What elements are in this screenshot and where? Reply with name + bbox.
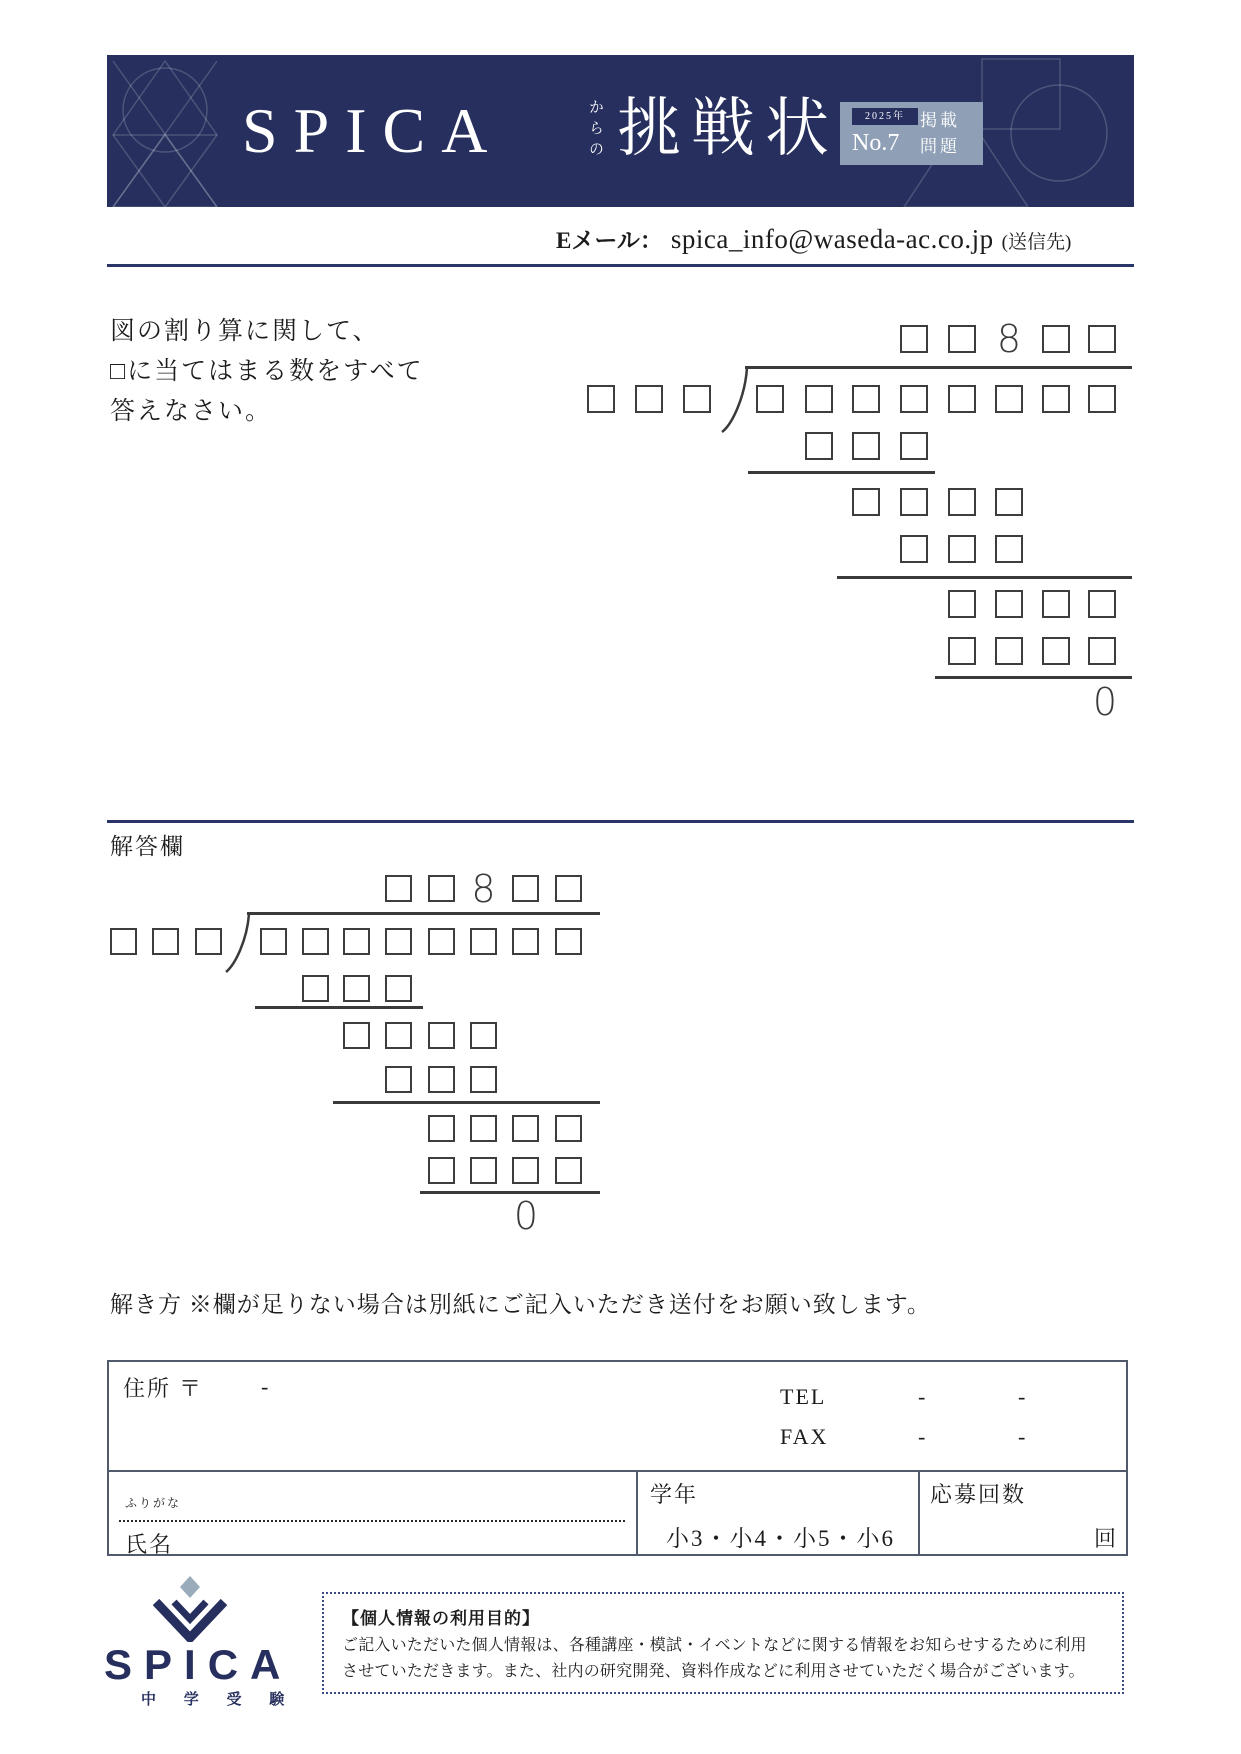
- vinculum-line: [745, 366, 1132, 369]
- work-box: [995, 488, 1023, 516]
- division-bracket-icon: [222, 912, 252, 974]
- quotient-box: [948, 325, 976, 353]
- answer-section-rule: [107, 820, 1134, 823]
- work-box: [302, 975, 329, 1002]
- remainder-digit: 0: [1092, 680, 1118, 724]
- work-separator-line-3: [935, 676, 1132, 679]
- work-box: [555, 1115, 582, 1142]
- quotient-digit: 8: [471, 867, 496, 911]
- divisor-box: [195, 928, 222, 955]
- badge-number: No.7: [852, 130, 900, 156]
- quotient-box: [1042, 325, 1070, 353]
- work-box: [470, 1022, 497, 1049]
- divisor-box: [110, 928, 137, 955]
- work-box: [900, 535, 928, 563]
- work-box: [428, 1022, 455, 1049]
- solution-note: 解き方 ※欄が足りない場合は別紙にご記入いただき送付をお願い致します。: [110, 1292, 931, 1317]
- work-box: [995, 535, 1023, 563]
- email-line: [556, 222, 1071, 255]
- divisor-box: [683, 385, 711, 413]
- issue-badge: [840, 102, 983, 165]
- work-box: [1088, 637, 1116, 665]
- badge-label-line1: 掲載: [920, 111, 960, 130]
- furigana-label: ふりがな: [125, 1496, 182, 1510]
- work-box: [995, 590, 1023, 618]
- problem-line-1: 図の割り算に関して、: [110, 318, 380, 345]
- entry-count-unit: 回: [1094, 1526, 1119, 1551]
- name-label: 氏名: [125, 1532, 174, 1557]
- quotient-digit: 8: [996, 317, 1022, 361]
- privacy-line-1: ご記入いただいた個人情報は、各種講座・模試・イベントなどに関する情報をお知らせするために利用: [342, 1637, 1087, 1654]
- work-box: [512, 1157, 539, 1184]
- work-box: [343, 1022, 370, 1049]
- work-box: [948, 488, 976, 516]
- dividend-box: [1042, 385, 1070, 413]
- form-row-divider: [109, 1470, 1126, 1472]
- problem-statement: [110, 312, 424, 432]
- work-box: [385, 1066, 412, 1093]
- fax-label: FAX: [780, 1424, 829, 1449]
- dividend-box: [343, 928, 370, 955]
- work-separator-line-2: [837, 576, 1132, 579]
- dividend-box: [428, 928, 455, 955]
- work-separator-line-3: [420, 1191, 600, 1194]
- work-box: [1042, 590, 1070, 618]
- dividend-box: [470, 928, 497, 955]
- quotient-box: [428, 875, 455, 902]
- divisor-box: [635, 385, 663, 413]
- banner-brand-text: SPICA: [242, 95, 504, 166]
- banner-title: 挑戦状: [617, 93, 839, 164]
- badge-year: 2025年: [852, 108, 918, 125]
- tel-dash-1: -: [918, 1384, 928, 1409]
- form-col-divider-2: [918, 1472, 920, 1554]
- work-box: [900, 488, 928, 516]
- form-col-divider-1: [636, 1472, 638, 1554]
- quotient-box: [555, 875, 582, 902]
- work-box: [995, 637, 1023, 665]
- work-box: [805, 432, 833, 460]
- work-box: [428, 1115, 455, 1142]
- work-box: [470, 1115, 497, 1142]
- dividend-box: [555, 928, 582, 955]
- work-box: [470, 1066, 497, 1093]
- email-note: (送信先): [1001, 232, 1072, 253]
- tel-dash-2: -: [1018, 1384, 1028, 1409]
- division-bracket-icon: [718, 366, 750, 434]
- quotient-box: [385, 875, 412, 902]
- dividend-box: [995, 385, 1023, 413]
- work-box: [948, 590, 976, 618]
- entry-form-table: [107, 1360, 1128, 1556]
- spica-logo-subtext: 中 学 受 験: [141, 1692, 297, 1708]
- dividend-box: [805, 385, 833, 413]
- tel-label: TEL: [780, 1384, 827, 1409]
- work-box: [428, 1066, 455, 1093]
- dividend-box: [852, 385, 880, 413]
- spica-logo-icon: [150, 1576, 230, 1642]
- dividend-box: [1088, 385, 1116, 413]
- work-box: [900, 432, 928, 460]
- work-box: [555, 1157, 582, 1184]
- work-box: [948, 535, 976, 563]
- work-separator-line-2: [333, 1101, 600, 1104]
- dividend-box: [260, 928, 287, 955]
- banner-connector-text: からの: [587, 99, 603, 162]
- dividend-box: [756, 385, 784, 413]
- work-box: [852, 432, 880, 460]
- privacy-notice-box: [322, 1592, 1124, 1694]
- fax-dash-2: -: [1018, 1424, 1028, 1449]
- problem-line-2: □に当てはまる数をすべて: [110, 358, 424, 385]
- work-box: [470, 1157, 497, 1184]
- divisor-box: [152, 928, 179, 955]
- header-banner: [107, 55, 1134, 207]
- dividend-box: [900, 385, 928, 413]
- work-box: [1042, 637, 1070, 665]
- email-label: Eメール：: [556, 228, 663, 253]
- quotient-box: [900, 325, 928, 353]
- quotient-box: [512, 875, 539, 902]
- postal-mark: 〒: [179, 1376, 204, 1401]
- divisor-box: [587, 385, 615, 413]
- header-rule: [107, 264, 1134, 267]
- badge-label: [920, 108, 960, 160]
- problem-line-3: 答えなさい。: [110, 398, 273, 425]
- badge-label-line2: 問題: [920, 137, 960, 156]
- work-box: [512, 1115, 539, 1142]
- dividend-box: [948, 385, 976, 413]
- spica-logo-text: SPICA: [104, 1641, 293, 1688]
- grade-options: 小3・小4・小5・小6: [666, 1526, 895, 1551]
- privacy-title: 【個人情報の利用目的】: [342, 1609, 540, 1628]
- work-box: [385, 975, 412, 1002]
- grade-label: 学年: [650, 1482, 699, 1507]
- vinculum-line: [247, 912, 600, 915]
- work-box: [343, 975, 370, 1002]
- fax-dash-1: -: [918, 1424, 928, 1449]
- work-box: [385, 1022, 412, 1049]
- postal-dash: -: [261, 1374, 271, 1399]
- dividend-box: [512, 928, 539, 955]
- quotient-box: [1088, 325, 1116, 353]
- work-box: [1088, 590, 1116, 618]
- privacy-line-2: させていただきます。また、社内の研究開発、資料作成などに利用させていただく場合がございます。: [342, 1663, 1085, 1680]
- email-address: spica_info@waseda-ac.co.jp: [670, 224, 994, 254]
- work-box: [948, 637, 976, 665]
- remainder-digit: 0: [513, 1194, 539, 1238]
- furigana-rule: [119, 1520, 625, 1522]
- dividend-box: [385, 928, 412, 955]
- work-separator-line-1: [255, 1006, 423, 1009]
- work-separator-line-1: [748, 471, 935, 474]
- dividend-box: [302, 928, 329, 955]
- entry-count-label: 応募回数: [930, 1482, 1027, 1507]
- address-label: 住所: [123, 1376, 172, 1401]
- work-box: [428, 1157, 455, 1184]
- answer-section-label: 解答欄: [110, 834, 185, 859]
- work-box: [852, 488, 880, 516]
